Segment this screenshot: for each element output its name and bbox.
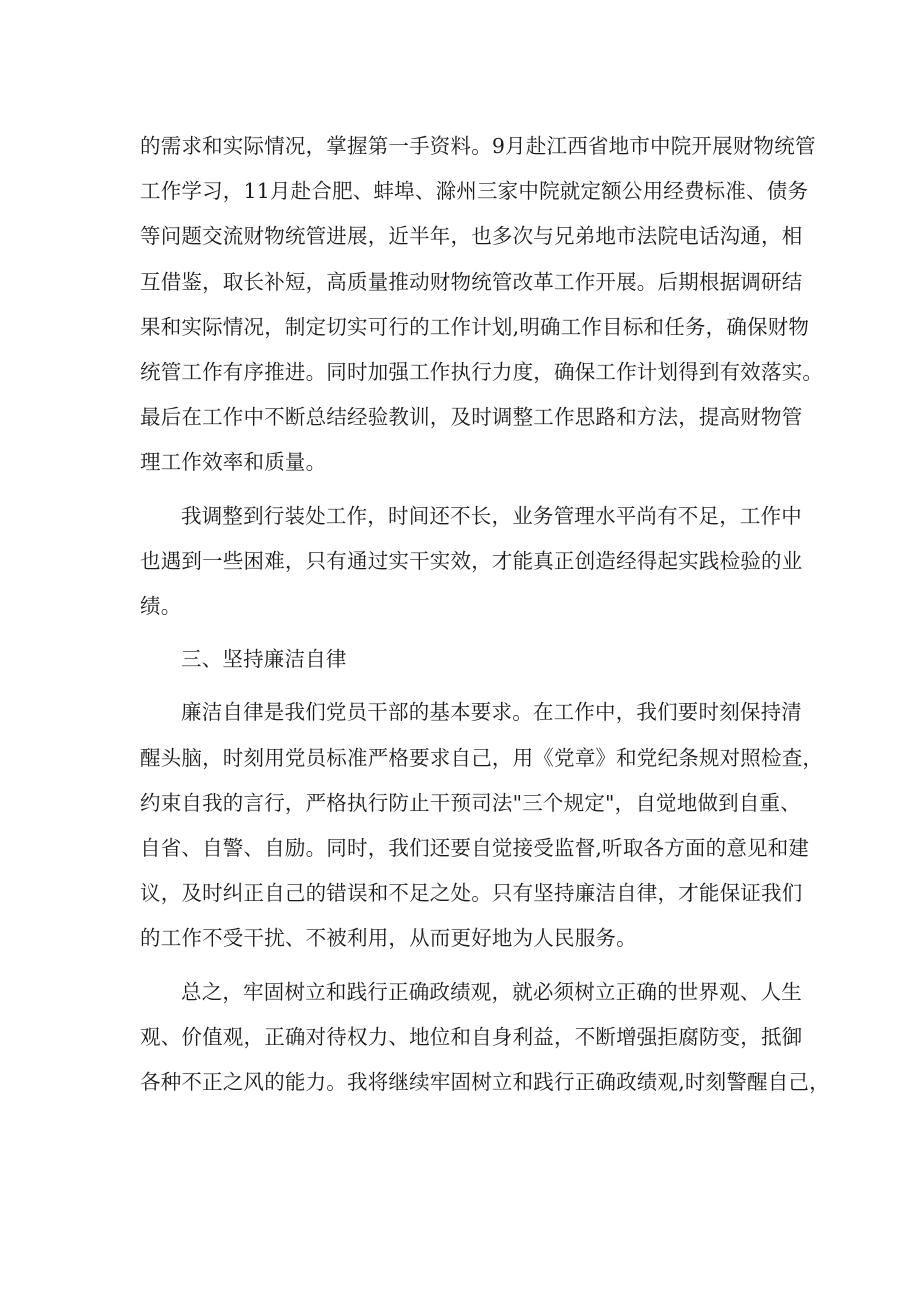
text-line: 果和实际情况，制定切实可行的工作计划,明确工作目标和任务，确保财物 [140,314,810,339]
text-line: 自省、自警、自励。同时，我们还要自觉接受监督,听取各方面的意见和建 [140,836,810,861]
text-line: 观、价值观，正确对待权力、地位和自身利益，不断增强拒腐防变，抵御 [140,1024,803,1049]
text-line: 总之，牢固树立和践行正确政绩观，就必须树立正确的世界观、人生 [181,979,802,1004]
text-line: 等问题交流财物统管进展，近半年，也多次与兄弟地市法院电话沟通，相 [140,224,803,249]
text-line: 廉洁自律是我们党员干部的基本要求。在工作中，我们要时刻保持清 [181,700,802,725]
text-line: 的需求和实际情况，掌握第一手资料。9月赴江西省地市中院开展财物统管 [140,134,816,158]
text-line: 最后在工作中不断总结经验教训，及时调整工作思路和方法，提高财物管 [140,405,803,430]
text-line: 绩。 [140,594,182,619]
heading-text: 三、坚持廉洁自律 [181,647,347,672]
paragraph-1 [140,124,824,486]
paragraph-3 [140,690,824,961]
text-line: 的工作不受干扰、不被利用，从而更好地为人民服务。 [140,926,637,951]
section-heading [140,637,800,682]
document-body [140,124,830,1113]
text-line: 也遇到一些困难，只有通过实干实效，才能真正创造经得起实践检验的业 [140,548,803,573]
text-line: 我调整到行装处工作，时间还不长，业务管理水平尚有不足，工作中 [181,503,802,528]
text-line: 互借鉴，取长补短，高质量推动财物统管改革工作开展。后期根据调研结 [140,269,803,294]
text-line: 理工作效率和质量。 [140,450,327,475]
text-line: 工作学习，11月赴合肥、蚌埠、滁州三家中院就定额公用经费标准、债务 [140,179,809,204]
text-line: 各种不正之风的能力。我将继续牢固树立和践行正确政绩观,时刻警醒自己， [140,1070,830,1095]
text-line: 议，及时纠正自己的错误和不足之处。只有坚持廉洁自律，才能保证我们 [140,881,803,906]
text-line: 约束自我的言行，严格执行防止干预司法"三个规定"，自觉地做到自重、 [140,790,801,815]
paragraph-4 [140,970,830,1106]
text-line: 统管工作有序推进。同时加强工作执行力度，确保工作计划得到有效落实。 [140,360,824,385]
paragraph-2 [140,494,803,630]
text-line: 醒头脑，时刻用党员标准严格要求自己，用《党章》和党纪条规对照检查， [140,745,824,770]
